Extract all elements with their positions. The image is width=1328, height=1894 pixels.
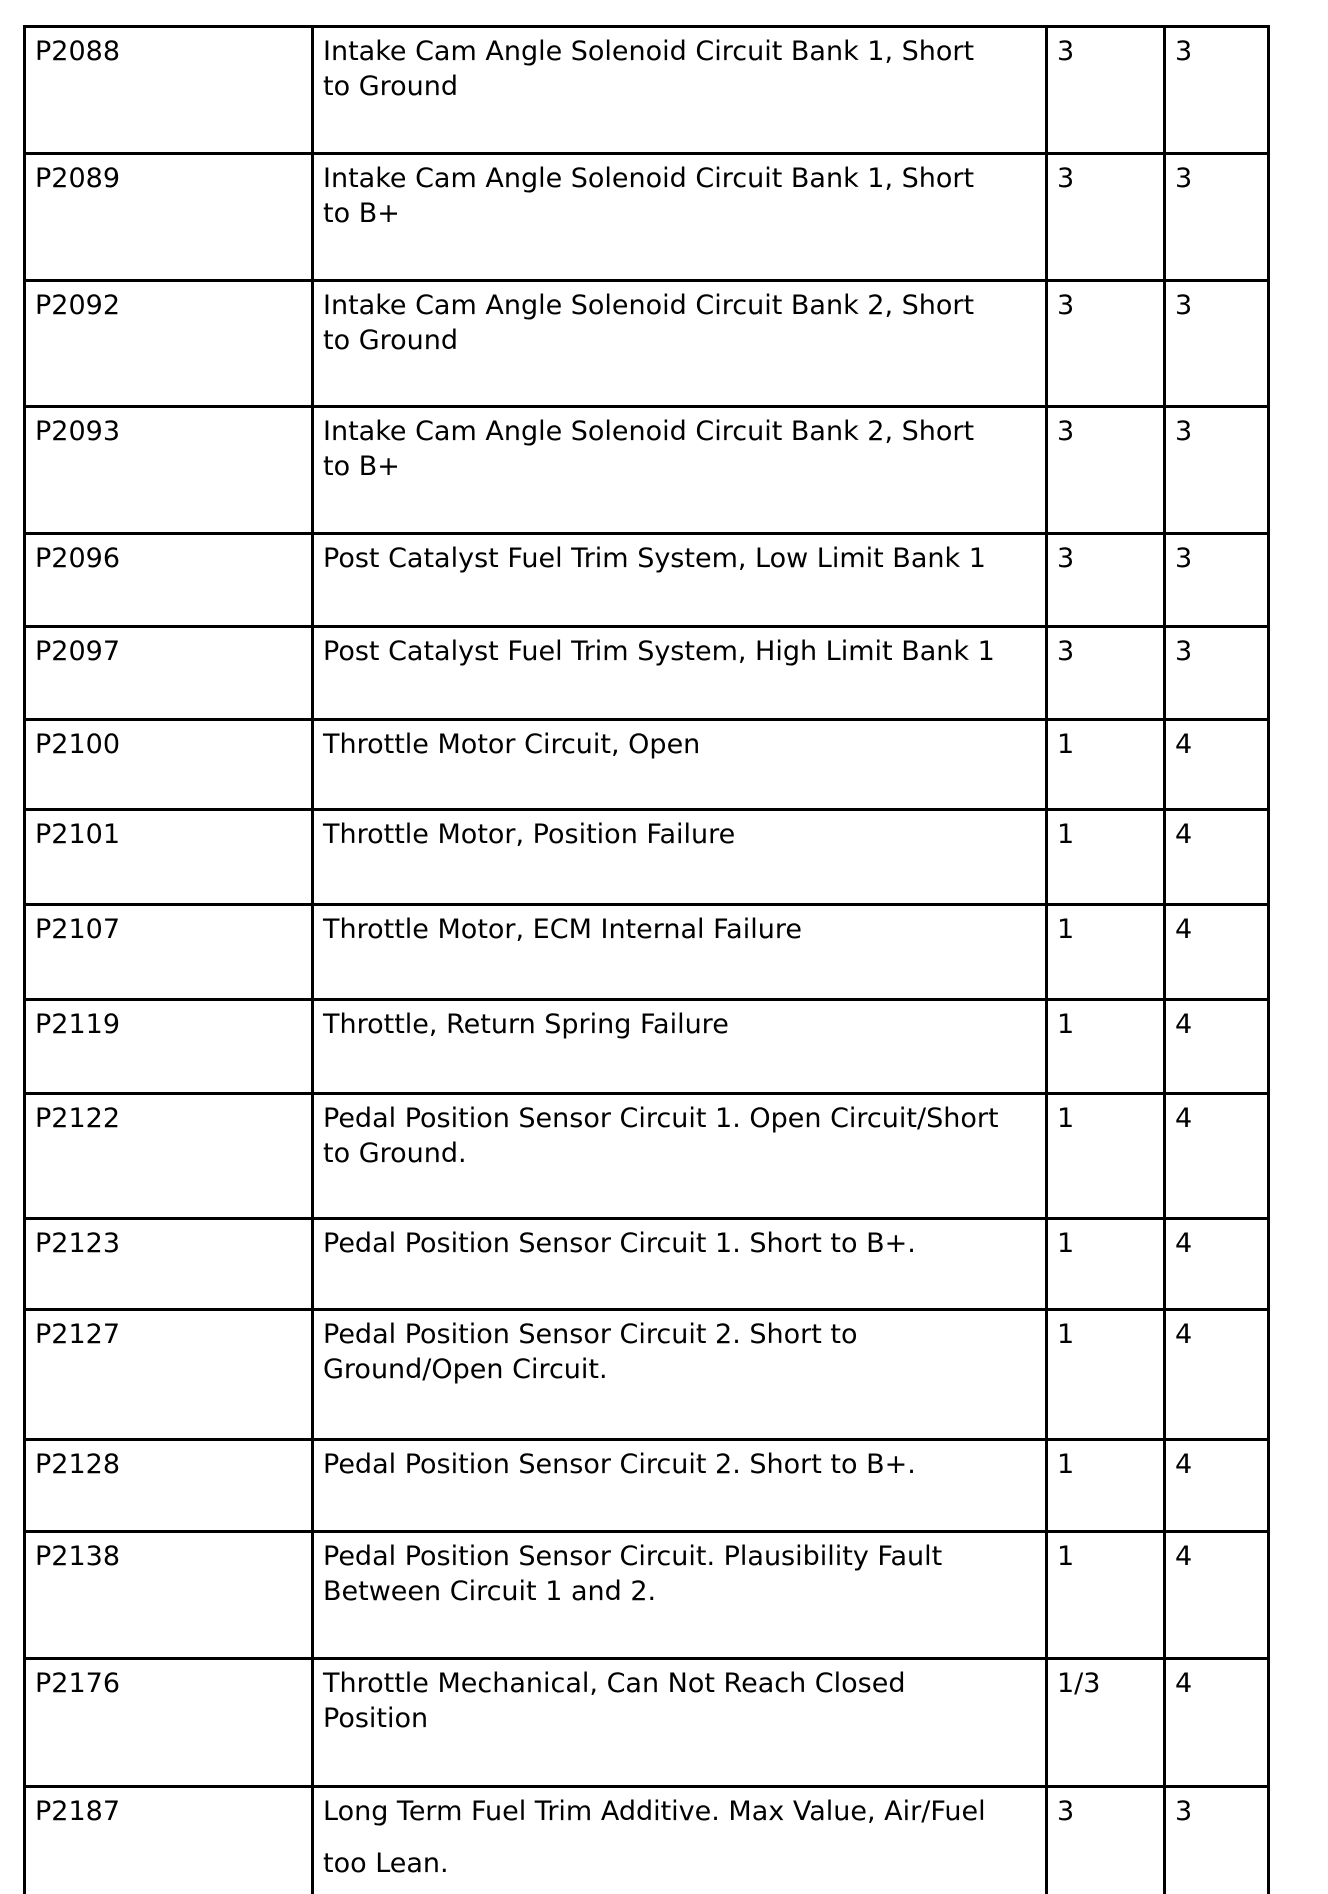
- dtc-value2-cell: 3: [1165, 1787, 1269, 1894]
- dtc-value2-cell: 3: [1165, 534, 1269, 627]
- dtc-description-cell: [313, 627, 1047, 720]
- dtc-value1-cell: 1: [1047, 1532, 1165, 1659]
- description-line: Long Term Fuel Trim Additive. Max Value, Air/Fuel: [323, 1796, 986, 1827]
- table-row: [25, 720, 1269, 810]
- table-row: [25, 810, 1269, 905]
- description-line: Pedal Position Sensor Circuit 2. Short to: [323, 1319, 858, 1350]
- table-row: [25, 1532, 1269, 1659]
- dtc-value1-cell: 1/3: [1047, 1659, 1165, 1787]
- description-line: Intake Cam Angle Solenoid Circuit Bank 2, Short: [323, 290, 975, 321]
- table-row: [25, 1659, 1269, 1787]
- dtc-description-cell: [313, 905, 1047, 1000]
- dtc-description-cell: [313, 154, 1047, 281]
- dtc-code-cell: P2097: [25, 627, 313, 720]
- dtc-value1-cell: 3: [1047, 407, 1165, 534]
- dtc-value1-cell: 1: [1047, 720, 1165, 810]
- table-row: [25, 1219, 1269, 1310]
- dtc-value2-cell: 4: [1165, 1440, 1269, 1532]
- description-line: Pedal Position Sensor Circuit 1. Open Circuit/Short: [323, 1103, 999, 1134]
- dtc-value2-cell: 3: [1165, 407, 1269, 534]
- description-line: Throttle Motor Circuit, Open: [323, 729, 701, 760]
- description-line: Intake Cam Angle Solenoid Circuit Bank 1, Short: [323, 163, 975, 194]
- description-line: Position: [323, 1703, 429, 1734]
- description-line: to Ground.: [323, 1138, 467, 1169]
- dtc-value2-cell: 3: [1165, 154, 1269, 281]
- dtc-description-cell: [313, 407, 1047, 534]
- description-line: Throttle Motor, ECM Internal Failure: [323, 914, 802, 945]
- dtc-description-cell: [313, 1310, 1047, 1440]
- dtc-value1-cell: 1: [1047, 1310, 1165, 1440]
- dtc-value2-cell: 3: [1165, 27, 1269, 154]
- description-line: Throttle, Return Spring Failure: [323, 1009, 729, 1040]
- dtc-code-cell: P2089: [25, 154, 313, 281]
- table-row: [25, 1000, 1269, 1094]
- dtc-value1-cell: 3: [1047, 627, 1165, 720]
- dtc-value1-cell: 1: [1047, 1094, 1165, 1219]
- dtc-code-cell: P2096: [25, 534, 313, 627]
- description-line: Pedal Position Sensor Circuit. Plausibility Fault: [323, 1541, 943, 1572]
- description-line: Intake Cam Angle Solenoid Circuit Bank 1, Short: [323, 36, 975, 67]
- dtc-value2-cell: 3: [1165, 281, 1269, 407]
- dtc-description-cell: [313, 720, 1047, 810]
- dtc-value1-cell: 3: [1047, 534, 1165, 627]
- dtc-value2-cell: 4: [1165, 1094, 1269, 1219]
- dtc-code-cell: P2123: [25, 1219, 313, 1310]
- dtc-code-cell: P2093: [25, 407, 313, 534]
- dtc-description-cell: [313, 1787, 1047, 1894]
- description-line: to B+: [323, 451, 400, 482]
- dtc-description-cell: [313, 1532, 1047, 1659]
- dtc-description-cell: [313, 534, 1047, 627]
- dtc-code-cell: P2101: [25, 810, 313, 905]
- table-row: [25, 534, 1269, 627]
- dtc-value1-cell: 1: [1047, 1219, 1165, 1310]
- description-line: Throttle Mechanical, Can Not Reach Closed: [323, 1668, 906, 1699]
- dtc-value2-cell: 4: [1165, 905, 1269, 1000]
- dtc-code-cell: P2128: [25, 1440, 313, 1532]
- dtc-value2-cell: 4: [1165, 1219, 1269, 1310]
- dtc-description-cell: [313, 1219, 1047, 1310]
- dtc-code-cell: P2088: [25, 27, 313, 154]
- dtc-value2-cell: 4: [1165, 1659, 1269, 1787]
- dtc-value1-cell: 1: [1047, 1000, 1165, 1094]
- dtc-code-cell: P2119: [25, 1000, 313, 1094]
- dtc-value1-cell: 3: [1047, 1787, 1165, 1894]
- table-row: [25, 1787, 1269, 1894]
- description-line: Post Catalyst Fuel Trim System, High Limit Bank 1: [323, 636, 995, 667]
- description-line: to Ground: [323, 71, 458, 102]
- dtc-description-cell: [313, 1659, 1047, 1787]
- dtc-value2-cell: 4: [1165, 1310, 1269, 1440]
- dtc-description-cell: [313, 27, 1047, 154]
- dtc-code-cell: P2107: [25, 905, 313, 1000]
- dtc-code-cell: P2122: [25, 1094, 313, 1219]
- description-line: Ground/Open Circuit.: [323, 1354, 608, 1385]
- dtc-value2-cell: 4: [1165, 1000, 1269, 1094]
- dtc-description-cell: [313, 1094, 1047, 1219]
- dtc-description-cell: [313, 810, 1047, 905]
- description-line: Pedal Position Sensor Circuit 1. Short to B+.: [323, 1228, 916, 1259]
- dtc-code-cell: P2100: [25, 720, 313, 810]
- description-line: Between Circuit 1 and 2.: [323, 1576, 657, 1607]
- description-line: Pedal Position Sensor Circuit 2. Short to B+.: [323, 1449, 916, 1480]
- dtc-value1-cell: 1: [1047, 1440, 1165, 1532]
- dtc-value1-cell: 1: [1047, 905, 1165, 1000]
- table-row: [25, 154, 1269, 281]
- dtc-code-cell: P2176: [25, 1659, 313, 1787]
- dtc-table: [23, 25, 1270, 1894]
- dtc-value2-cell: 3: [1165, 627, 1269, 720]
- table-row: [25, 407, 1269, 534]
- dtc-description-cell: [313, 281, 1047, 407]
- dtc-value2-cell: 4: [1165, 1532, 1269, 1659]
- table-row: [25, 905, 1269, 1000]
- dtc-value1-cell: 3: [1047, 281, 1165, 407]
- dtc-value1-cell: 1: [1047, 810, 1165, 905]
- dtc-code-cell: P2092: [25, 281, 313, 407]
- dtc-description-cell: [313, 1440, 1047, 1532]
- dtc-code-cell: P2187: [25, 1787, 313, 1894]
- dtc-value1-cell: 3: [1047, 27, 1165, 154]
- dtc-code-cell: P2138: [25, 1532, 313, 1659]
- dtc-description-cell: [313, 1000, 1047, 1094]
- dtc-value2-cell: 4: [1165, 810, 1269, 905]
- table-row: [25, 27, 1269, 154]
- description-line: Intake Cam Angle Solenoid Circuit Bank 2, Short: [323, 416, 975, 447]
- description-line: to Ground: [323, 325, 458, 356]
- table-row: [25, 1310, 1269, 1440]
- table-row: [25, 1440, 1269, 1532]
- dtc-value2-cell: 4: [1165, 720, 1269, 810]
- description-line: too Lean.: [323, 1848, 449, 1879]
- table-row: [25, 627, 1269, 720]
- table-row: [25, 1094, 1269, 1219]
- table-row: [25, 281, 1269, 407]
- description-line: Post Catalyst Fuel Trim System, Low Limit Bank 1: [323, 543, 986, 574]
- dtc-value1-cell: 3: [1047, 154, 1165, 281]
- dtc-code-cell: P2127: [25, 1310, 313, 1440]
- description-line: to B+: [323, 198, 400, 229]
- description-line: Throttle Motor, Position Failure: [323, 819, 736, 850]
